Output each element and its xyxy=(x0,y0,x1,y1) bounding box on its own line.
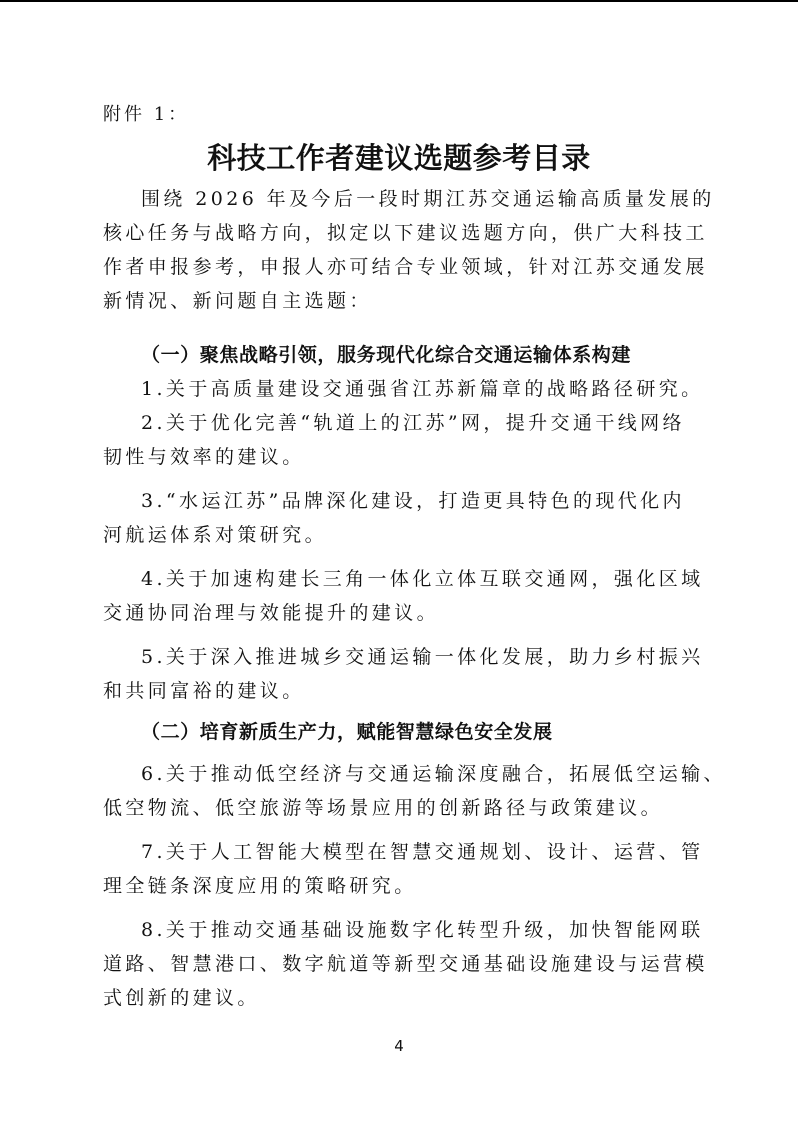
list-item-5: 5.关于深入推进城乡交通运输一体化发展，助力乡村振兴 xyxy=(141,646,704,668)
list-item-3-cont: 河航运体系对策研究。 xyxy=(103,524,328,546)
list-item-3: 3.“水运江苏”品牌深化建设，打造更具特色的现代化内 xyxy=(141,490,685,512)
list-item-4-cont: 交通协同治理与效能提升的建议。 xyxy=(103,602,440,624)
list-item-7-cont: 理全链条深度应用的策略研究。 xyxy=(103,875,417,897)
list-item-7: 7.关于人工智能大模型在智慧交通规划、设计、运营、管 xyxy=(141,841,704,863)
list-item-8-cont: 道路、智慧港口、数字航道等新型交通基础设施建设与运营模 xyxy=(103,953,708,975)
list-item-8: 8.关于推动交通基础设施数字化转型升级，加快智能网联 xyxy=(141,919,704,941)
list-item-1: 1.关于高质量建设交通强省江苏新篇章的战略路径研究。 xyxy=(141,378,704,400)
attachment-label: 附件 1： xyxy=(103,104,190,125)
intro-line: 作者申报参考，申报人亦可结合专业领域，针对江苏交通发展 xyxy=(103,256,708,278)
intro-line: 核心任务与战略方向，拟定以下建议选题方向，供广大科技工 xyxy=(103,222,708,244)
section-heading-2: （二）培育新质生产力，赋能智慧绿色安全发展 xyxy=(141,721,553,743)
list-item-6: 6.关于推动低空经济与交通运输深度融合，拓展低空运输、 xyxy=(141,763,726,785)
section-heading-1: （一）聚焦战略引领，服务现代化综合交通运输体系构建 xyxy=(141,344,632,366)
list-item-6-cont: 低空物流、低空旅游等场景应用的创新路径与政策建议。 xyxy=(103,797,664,819)
intro-line: 围绕 2026 年及今后一段时期江苏交通运输高质量发展的 xyxy=(141,188,715,210)
top-border xyxy=(0,0,798,2)
list-item-8-cont: 式创新的建议。 xyxy=(103,987,260,1009)
list-item-2-cont: 韧性与效率的建议。 xyxy=(103,446,305,468)
document-title: 科技工作者建议选题参考目录 xyxy=(207,141,591,175)
intro-line: 新情况、新问题自主选题： xyxy=(103,290,372,312)
page-number: 4 xyxy=(394,1037,404,1055)
list-item-4: 4.关于加速构建长三角一体化立体互联交通网，强化区域 xyxy=(141,568,704,590)
list-item-5-cont: 和共同富裕的建议。 xyxy=(103,680,305,702)
list-item-2: 2.关于优化完善“轨道上的江苏”网，提升交通干线网络 xyxy=(141,412,685,434)
